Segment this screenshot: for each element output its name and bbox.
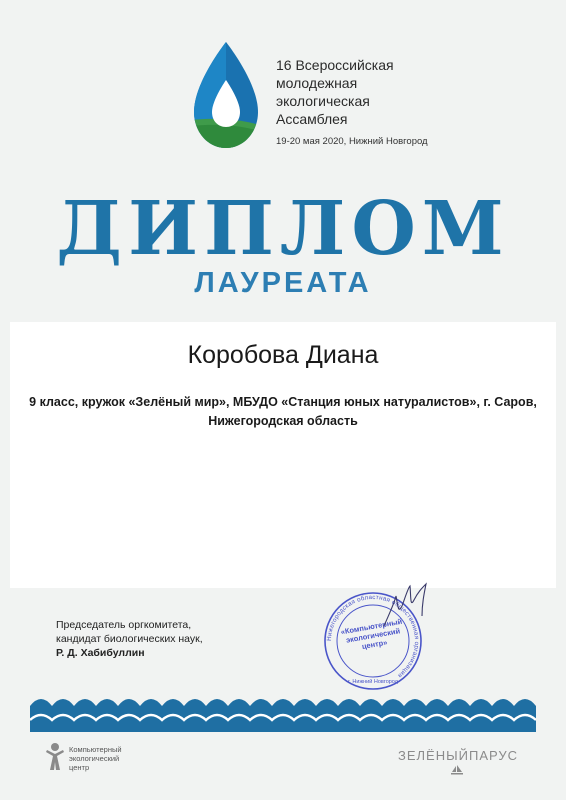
signer-position: Председатель оргкомитета, bbox=[56, 619, 192, 631]
waves-decoration bbox=[30, 692, 536, 732]
signature-icon bbox=[378, 582, 438, 630]
stamp-city-text: г. Нижний Новгород bbox=[348, 679, 398, 685]
person-leaf-icon bbox=[44, 742, 66, 772]
stamp-inner-text: «Компьютерный экологический центр» bbox=[340, 616, 403, 652]
kec-logo bbox=[44, 742, 174, 778]
stamp-outer-text: Нижегородская областная общественная организация bbox=[325, 593, 421, 680]
sail-icon bbox=[450, 765, 464, 775]
diploma-heading: ДИПЛОМ bbox=[56, 186, 510, 272]
kec-org-name bbox=[69, 745, 122, 772]
event-date: 19-20 мая 2020, Нижний Новгород bbox=[276, 136, 428, 147]
event-title bbox=[276, 56, 476, 128]
signer-name: Р. Д. Хабибуллин bbox=[56, 647, 145, 659]
recipient-details bbox=[20, 393, 546, 431]
water-drop-icon bbox=[190, 40, 262, 152]
event-title-line: Ассамблея bbox=[276, 111, 348, 127]
green-sail-brand: ЗЕЛЁНЫЙПАРУС bbox=[398, 748, 519, 763]
event-title-line: молодежная bbox=[276, 75, 358, 91]
kec-org-line: Компьютерный bbox=[69, 745, 122, 754]
diploma-subheading: ЛАУРЕАТА bbox=[194, 267, 372, 299]
recipient-name: Коробова Диана bbox=[187, 341, 379, 369]
recipient-details-line: 9 класс, кружок «Зелёный мир», МБУДО «Станция юных натуралистов», г. Саров, bbox=[29, 395, 537, 409]
event-title-line: 16 Всероссийская bbox=[276, 57, 394, 73]
event-title-line: экологическая bbox=[276, 93, 370, 109]
recipient-details-line: Нижегородская область bbox=[208, 414, 358, 428]
signer-block bbox=[56, 618, 203, 660]
signer-degree: кандидат биологических наук, bbox=[56, 633, 203, 645]
kec-org-line: центр bbox=[69, 763, 90, 772]
kec-org-line: экологический bbox=[69, 754, 120, 763]
